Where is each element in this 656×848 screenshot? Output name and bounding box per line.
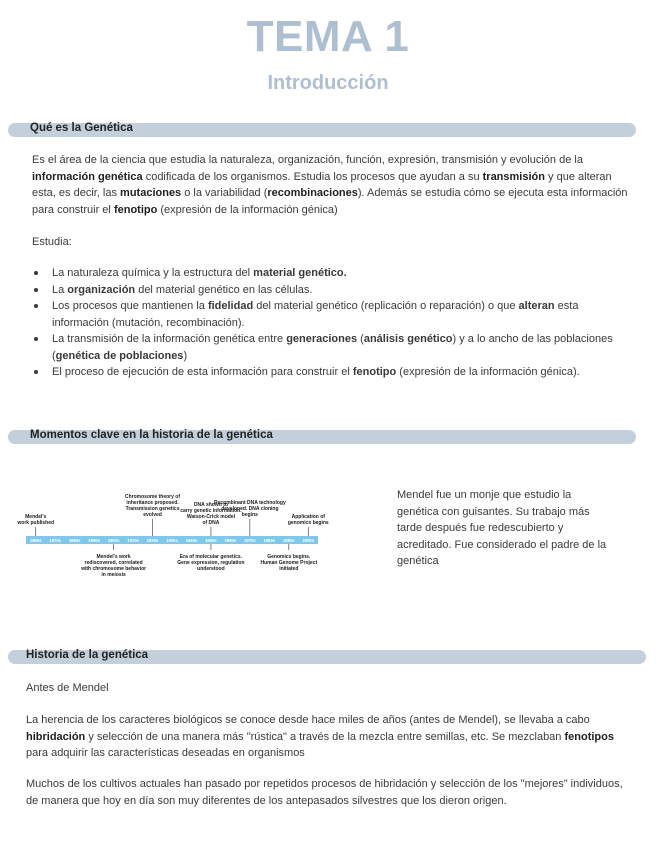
event-label: Chromosome theory of: [125, 494, 181, 500]
decade-label: 1930s: [166, 538, 178, 543]
event-label: developed. DNA cloning: [221, 506, 279, 512]
text-run: para adquirir las características deseadas en organismos: [26, 747, 305, 759]
genetics-timeline-figure: [17, 458, 381, 598]
decade-label: 1890s: [88, 538, 100, 543]
text-run: Es el área de la ciencia que estudia la naturaleza, organización, función, expresión, transmisión y evolución de la: [32, 154, 583, 166]
text-run: del material genético en las células.: [135, 283, 313, 296]
bold-term: generaciones: [286, 333, 358, 345]
event-label: initiated: [279, 566, 299, 572]
text-run: o la variabilidad (: [181, 187, 268, 199]
text-run: (expresión de la información génica).: [396, 366, 580, 378]
decade-label: 1960s: [224, 538, 237, 543]
section-heading-historia: Historia de la genética: [26, 649, 149, 661]
mendel-note: Mendel fue un monje que estudio la genética con guisantes. Su trabajo más tarde después fue redescubierto y acreditado. Fue considerado el padre de la genética: [397, 489, 607, 567]
text-run: Los procesos que mantienen la: [52, 300, 208, 312]
decade-label: 1990s: [282, 538, 295, 543]
text-run: ). Además se estudia cómo se ejecuta esta información para construir el: [32, 187, 628, 216]
text-run: y selección de una manera más "rústica" a través de la mezcla entre semillas, etc. Se mezclaban: [85, 730, 565, 743]
bold-term: análisis genético: [363, 333, 453, 345]
text-run: La herencia de los caracteres biológicos se conoce desde hace miles de años (antes de Mendel), se llevaba a cabo: [26, 714, 590, 726]
decade-label: 1910s: [127, 538, 139, 543]
section-band-momentos: [8, 430, 636, 444]
page-title: TEMA 1: [246, 12, 410, 61]
bold-term: alteran: [518, 300, 555, 312]
text-run: ): [183, 349, 188, 362]
decade-label: 1970s: [244, 538, 256, 543]
list-item: [32, 298, 627, 331]
event-label: genomics begins: [287, 520, 329, 526]
event-label: Genomics begins.: [267, 554, 311, 560]
bold-term: mutaciones: [120, 187, 182, 199]
decade-label: 1940s: [185, 538, 198, 543]
decade-label: 2000s: [302, 538, 315, 543]
decade-label: 1860s: [29, 538, 42, 543]
event-label: begins: [241, 512, 258, 518]
historia-paragraph-2: Muchos de los cultivos actuales han pasado por repetidos procesos de hibridación y selección de los "mejores" individuos, de manera que hoy en día son muy diferentes de los antepasados silvestres que los dieron origen.: [26, 778, 623, 807]
decade-label: 1950s: [205, 538, 217, 543]
estudia-list: [32, 265, 627, 381]
list-item: [32, 331, 627, 364]
event-label: Era of molecular genetics.: [179, 554, 243, 560]
list-item: [32, 282, 627, 299]
bold-term: material genético.: [253, 267, 347, 279]
list-item: [32, 265, 627, 282]
event-label: Application of: [291, 514, 325, 520]
estudia-label: Estudia:: [32, 236, 72, 248]
bold-term: hibridación: [26, 730, 86, 743]
list-item: [32, 364, 627, 381]
bold-term: fidelidad: [207, 300, 254, 312]
bold-term: organización: [67, 283, 136, 296]
text-run: La naturaleza química y la estructura del: [52, 267, 254, 279]
bold-term: información genética: [32, 170, 143, 183]
page-subtitle: Introducción: [267, 72, 389, 94]
event-label: Mendel's work: [96, 554, 131, 560]
decade-label: 1980s: [263, 538, 276, 543]
bold-term: fenotipos: [564, 730, 614, 743]
section-heading-momentos: Momentos clave en la historia de la genética: [30, 429, 273, 441]
event-label: of DNA: [202, 520, 220, 526]
section-band-genetica: [8, 123, 636, 137]
event-label: evolved: [143, 512, 162, 518]
text-run: y que alteran esta, es decir, las: [32, 170, 612, 199]
text-run: El proceso de ejecución de esta información para construir el: [52, 366, 353, 378]
bold-term: fenotipo: [352, 366, 397, 378]
historia-paragraph-1: [26, 712, 632, 762]
event-label: Watson-Crick model: [186, 514, 236, 520]
genetica-paragraph: [32, 152, 629, 218]
event-label: DNA shown to: [193, 502, 228, 508]
text-run: (expresión de la información génica): [157, 203, 338, 216]
bold-term: genética de poblaciones: [55, 349, 184, 362]
event-label: inheritance proposed.: [126, 500, 179, 506]
event-label: rediscovered, correlated: [84, 560, 143, 566]
event-label: Mendel's: [25, 514, 47, 520]
decade-label: 1870s: [49, 538, 62, 543]
event-label: carry genetic information.: [180, 508, 242, 514]
decade-label: 1900s: [107, 538, 120, 543]
text-run: ) y a lo ancho de las poblaciones (: [52, 333, 613, 362]
text-run: (: [357, 333, 364, 345]
decade-label: 1880s: [68, 538, 81, 543]
text-run: del material genético (replicación o reparación) o que: [253, 300, 519, 312]
antes-de-mendel-label: Antes de Mendel: [26, 682, 109, 694]
event-label: work published: [17, 520, 55, 526]
section-heading-genetica: Qué es la Genética: [30, 122, 133, 134]
event-label: understood: [197, 566, 225, 572]
event-label: Transmission genetics: [125, 506, 180, 512]
event-label: Recombinant DNA technology: [213, 500, 286, 506]
event-label: with chromosome behavior: [81, 566, 147, 572]
text-run: La transmisión de la información genética entre: [52, 333, 287, 345]
event-label: Human Genome Project: [260, 560, 318, 566]
text-run: esta información (mutación, recombinación).: [52, 300, 579, 329]
timeline-svg: [17, 458, 381, 598]
event-label: in meiosis: [101, 572, 126, 578]
decade-label: 1920s: [146, 538, 159, 543]
text-run: codificada de los organismos. Estudia los procesos que ayudan a su: [142, 170, 483, 183]
bold-term: transmisión: [482, 170, 545, 183]
section-band-historia: [8, 650, 646, 664]
text-run: La: [52, 283, 68, 296]
bold-term: recombinaciones: [267, 187, 358, 199]
event-label: Gene expression, regulation: [177, 560, 245, 566]
bold-term: fenotipo: [113, 203, 158, 216]
